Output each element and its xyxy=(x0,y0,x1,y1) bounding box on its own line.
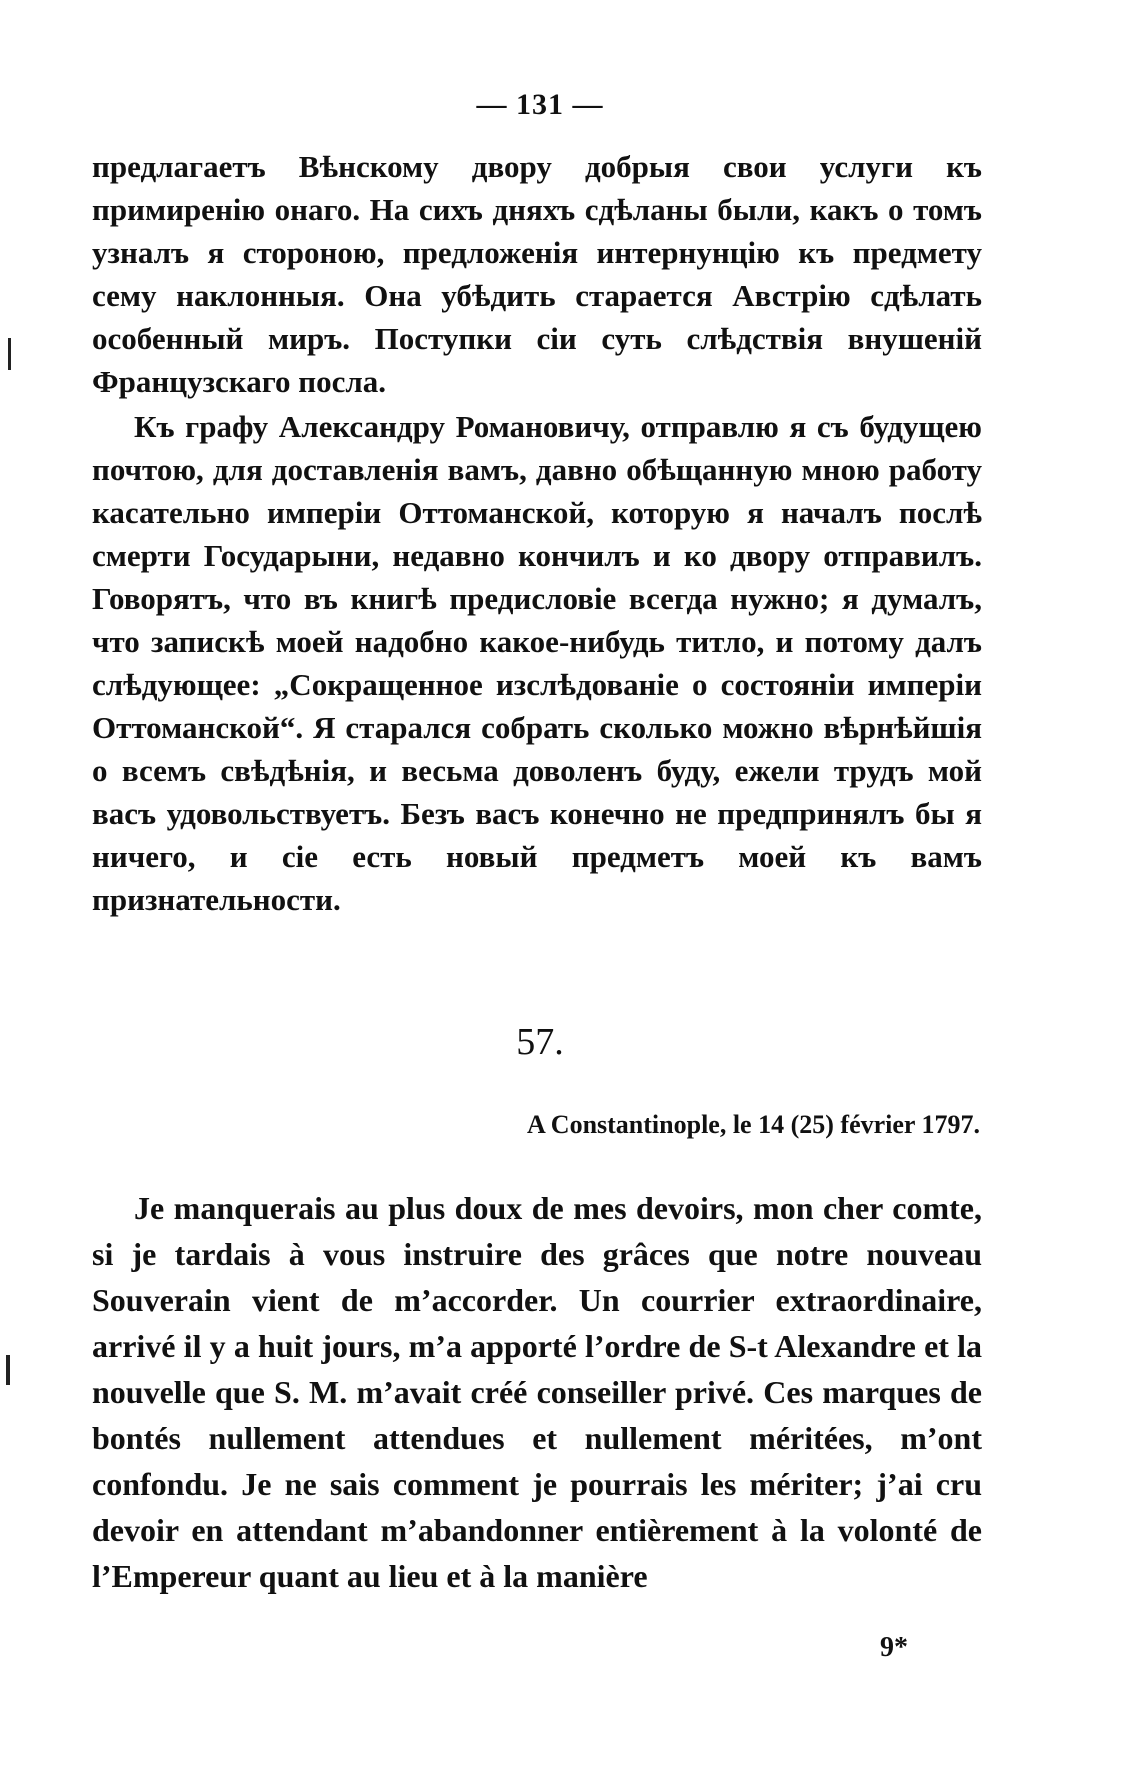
left-margin-mark-top xyxy=(8,338,11,370)
russian-paragraph-1: предлагаетъ Вѣнскому двору добрыя свои услуги къ примиренію онаго. На сихъ дняхъ сдѣланы были, какъ о томъ узналъ я стороною, предложенія интернунцію къ предмету сему наклонныя. Она убѣдить старается Австрію сдѣлать особенный миръ. Поступки сіи суть слѣдствія внушеній Французскаго посла. xyxy=(92,149,982,399)
signature-mark: 9* xyxy=(880,1632,908,1663)
russian-paragraph-2: Къ графу Александру Романовичу, отправлю я съ будущею почтою, для доставленія вамъ, давно обѣщанную мною работу касательно имперіи Оттоманской, которую я началъ послѣ смерти Государыни, недавно кончилъ и ко двору отправилъ. Говорятъ, что въ книгѣ предисловіе всегда нужно; я думалъ, что запискѣ моей надобно какое-нибудь титло, и потому далъ слѣдующее: „Сокращенное изслѣдованіе о состояніи имперіи Оттоманской“. Я старался собрать сколько можно вѣрнѣйшія о всемъ свѣдѣнія, и весьма доволенъ буду, ежели трудъ мой васъ удовольствуетъ. Безъ васъ конечно не предпринялъ бы я ничего, и сіе есть новый предметъ моей къ вамъ признательности. xyxy=(92,409,982,917)
left-margin-mark-bottom xyxy=(6,1355,10,1385)
letter-number: 57. xyxy=(516,1021,564,1063)
french-letter-body: Je manquerais au plus doux de mes devoirs, mon cher comte, si je tardais à vous instruire des grâces que notre nouveau Souverain vient de m’accorder. Un courrier extraordinaire, arrivé il y a huit jours, m’a apporté l’ordre de S-t Alexandre et la nouvelle que S. M. m’avait créé conseiller privé. Ces marques de bontés nullement attendues et nullement méritées, m’ont confondu. Je ne sais comment je pourrais les mériter; j’ai cru devoir en attendant m’abandonner entièrement à la volonté de l’Empereur quant au lieu et à la manière xyxy=(92,1190,982,1594)
french-letter-block xyxy=(92,1185,982,1599)
russian-paragraph-1-block xyxy=(92,145,982,403)
russian-paragraph-2-block xyxy=(92,405,982,921)
page-number: — 131 — xyxy=(476,88,604,121)
letter-dateline: A Constantinople, le 14 (25) février 1797. xyxy=(526,1110,980,1139)
